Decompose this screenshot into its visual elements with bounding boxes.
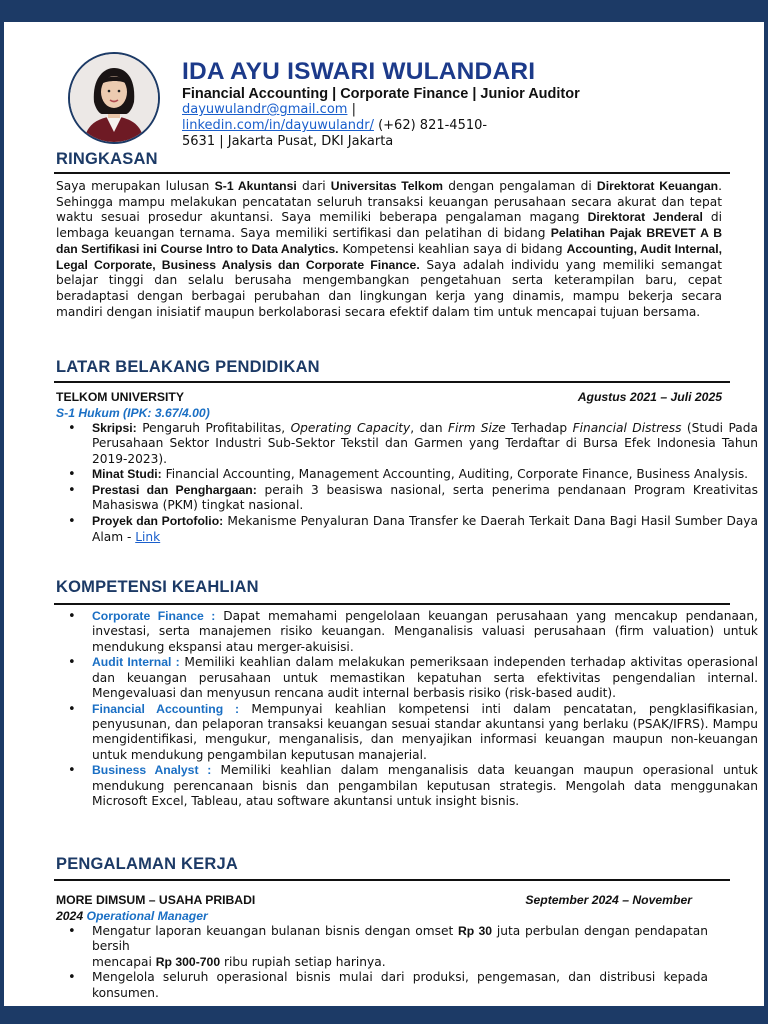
experience-period: September 2024 – November xyxy=(525,893,692,907)
job-role: Operational Manager xyxy=(83,909,208,923)
summary-paragraph: Saya merupakan lulusan S-1 Akuntansi dari Universitas Telkom dengan pengalaman di Direktorat Keuangan. Sehingga mampu melakukan pencatatan seluruh transaksi keuangan perusahaan secara akurat dan tepat waktu sesuai prosedur akuntansi. Saya memiliki beberapa pengalaman magang Direktorat Jenderal di lembaga keuangan ternama. Saya memiliki sertifikasi dan pelatihan di bidang Pelatihan Pajak BREVET A B dan Sertifikasi ini Course Intro to Data Analytics. Kompetensi keahlian saya di bidang Accounting, Audit Internal, Legal Corporate, Business Analysis dan Corporate Finance. Saya adalah individu yang memiliki semangat belajar tinggi dan selalu berusaha mengembangkan pengetahuan serta keterampilan baru, cepat beradaptasi dengan berbagai perubahan dan lingkungan kerja yang dinamis, mampu bekerja secara mandiri dengan inisiatif maupun berkolaborasi secara efektif dalam tim untuk mencapai tujuan bersama. xyxy=(56,179,723,319)
list-item: • Prestasi dan Penghargaan: peraih 3 beasiswa nasional, serta penerima pendanaan Program Kreativitas Mahasiswa (PKM) tingkat nasional. xyxy=(92,483,758,514)
contact-separator: | xyxy=(347,102,356,117)
candidate-name: IDA AYU ISWARI WULANDARI xyxy=(182,58,536,85)
education-period: Agustus 2021 – Juli 2025 xyxy=(577,390,722,404)
list-item: • Proyek dan Portofolio: Mekanisme Penyaluran Dana Transfer ke Daerah Terkait Dana Bagi Hasil Sumber Daya Alam - Link xyxy=(92,514,758,545)
phone-text: (+62) 821-4510- xyxy=(373,118,488,133)
section-divider xyxy=(54,172,730,174)
skill-item: • Corporate Finance : Dapat memahami pengelolaan keuangan perusahaan yang mencakup pendanaan, investasi, serta manajemen risiko keuangan. Menganalisis valuasi perusahaan (firm valuation) untuk mendukung ekspansi atau merger-akuisisi. xyxy=(92,609,758,655)
top-band xyxy=(0,0,768,22)
section-divider xyxy=(54,879,730,881)
section-divider xyxy=(54,603,730,605)
skill-item: • Audit Internal : Memiliki keahlian dalam melakukan pemeriksaan independen terhadap aktivitas operasional dan keuangan perusahaan untuk memastikan kepatuhan serta efektivitas pengendalian internal. Mengevaluasi dan menyusun rencana audit internal berbasis risiko (risk-based audit). xyxy=(92,655,758,701)
skill-item: • Business Analyst : Memiliki keahlian dalam menganalisis data keuangan maupun operasional untuk mendukung perencanaan bisnis dan pengambilan keputusan strategis. Mengolah data menggunakan Microsoft Excel, Tableau, atau software akuntansi untuk insight bisnis. xyxy=(92,763,758,809)
profile-photo xyxy=(68,52,160,144)
education-details xyxy=(56,421,758,545)
section-title-skills: KOMPETENSI KEAHLIAN xyxy=(56,578,259,596)
experience-details xyxy=(56,924,708,1001)
headline: Financial Accounting | Corporate Finance | Junior Auditor xyxy=(182,86,580,102)
project-link[interactable]: Link xyxy=(135,529,161,544)
list-item: • Skripsi: Pengaruh Profitabilitas, Operating Capacity, dan Firm Size Terhadap Financial Distress (Studi Pada Perusahaan Sektor Industri Sub-Sektor Tekstil dan Garmen yang Terdaftar di Bursa Efek Indonesia Tahun 2019-2023). xyxy=(92,421,758,467)
phone-location-text: 5631 | Jakarta Pusat, DKI Jakarta xyxy=(182,134,394,149)
experience-header xyxy=(56,893,692,907)
contact-info xyxy=(182,102,542,150)
list-item: • Minat Studi: Financial Accounting, Management Accounting, Auditing, Corporate Finance, Business Analysis. xyxy=(92,467,758,482)
section-title-summary: RINGKASAN xyxy=(56,150,158,168)
section-title-experience: PENGALAMAN KERJA xyxy=(56,855,238,873)
degree-info: S-1 Hukum (IPK: 3.67/4.00) xyxy=(56,406,210,420)
bottom-band xyxy=(0,1006,768,1024)
section-title-education: LATAR BELAKANG PENDIDIKAN xyxy=(56,358,320,376)
right-border xyxy=(764,22,768,1006)
skills-list xyxy=(56,609,758,810)
list-item: • Mengelola seluruh operasional bisnis mulai dari produksi, pengemasan, dan distribusi kepada konsumen. xyxy=(92,970,708,1001)
school-name: TELKOM UNIVERSITY xyxy=(56,390,184,404)
skill-item: • Financial Accounting : Mempunyai keahlian kompetensi inti dalam pencatatan, pengklasifikasian, penyusunan, dan pelaporan transaksi keuangan sesuai standar akuntansi yang berlaku (PSAK/IFRS). Mampu mengidentifikasi, mengukur, menganalisis, dan menyajikan informasi keuangan maupun non-keuangan untuk mendukung pengambilan keputusan manajerial. xyxy=(92,702,758,763)
list-item: • Mengatur laporan keuangan bulanan bisnis dengan omset Rp 30 juta perbulan dengan pendapatan bersih mencapai Rp 300-700 ribu rupiah setiap harinya. xyxy=(92,924,708,970)
section-divider xyxy=(54,381,730,383)
portrait-image xyxy=(70,54,158,142)
company-name: MORE DIMSUM – USAHA PRIBADI xyxy=(56,893,256,907)
linkedin-link[interactable]: linkedin.com/in/dayuwulandr/ xyxy=(182,118,374,133)
experience-role-line xyxy=(56,909,208,923)
left-border xyxy=(0,22,4,1006)
period-continuation: 2024 xyxy=(56,909,84,923)
education-header xyxy=(56,390,722,404)
email-link[interactable]: dayuwulandr@gmail.com xyxy=(182,102,348,117)
